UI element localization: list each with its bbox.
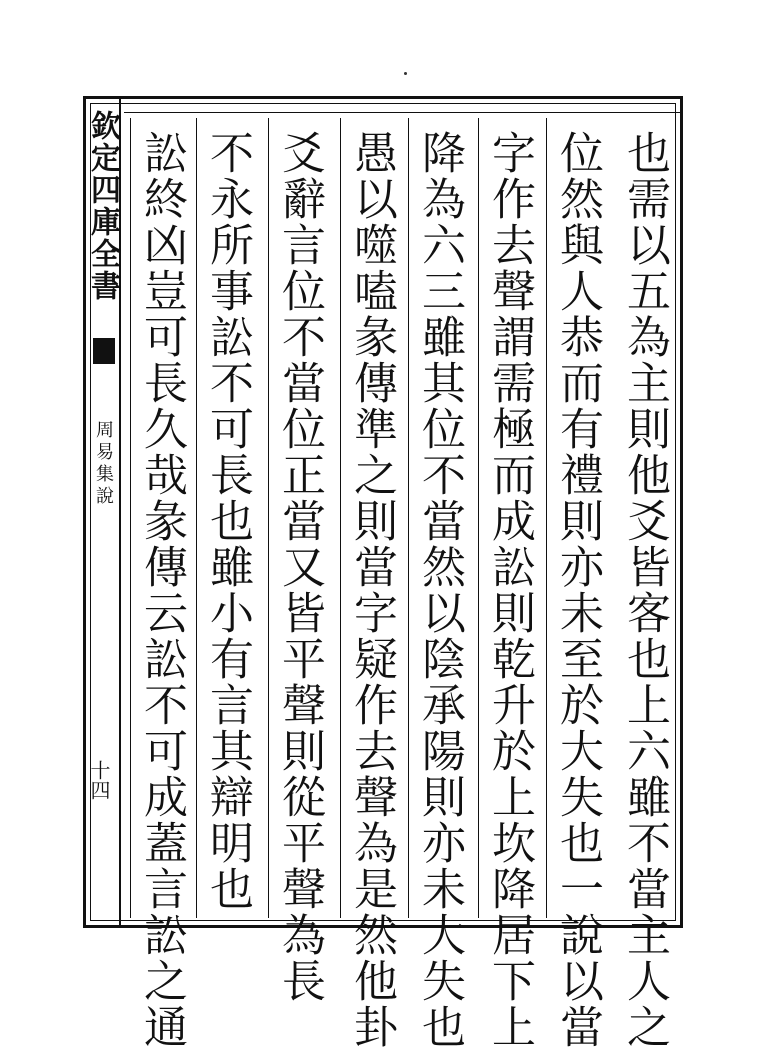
- column-text: 不永所事訟不可長也雖小有言其辯明也: [202, 130, 253, 912]
- column-text: 字作去聲謂需極而成訟則乾升於上坎降居下上: [484, 130, 535, 1050]
- column-text: 降為六三雖其位不當然以陰承陽則亦未大失也: [414, 130, 465, 1050]
- text-column-5: [340, 118, 398, 1050]
- book-title: 欽定四庫全書: [85, 110, 120, 302]
- column-text: 愚以噬嗑彖傳準之則當字疑作去聲為是然他卦: [346, 130, 397, 1050]
- paper-speck: [404, 72, 407, 75]
- page-number: 十四: [87, 760, 111, 800]
- text-column-6: [268, 118, 326, 1004]
- column-text: 訟終凶豈可長久哉彖傳云訟不可成蓋言訟之通: [136, 130, 187, 1050]
- text-column-7: [196, 118, 254, 918]
- text-column-4: [408, 118, 466, 1050]
- column-text: 也需以五為主則他爻皆客也上六雖不當主人之: [619, 130, 670, 1050]
- column-text: 位然與人恭而有禮則亦未至於大失也一說以當: [552, 130, 603, 1050]
- section-title: 周易集說: [93, 420, 114, 508]
- text-column-2: [546, 118, 604, 1050]
- top-rule: [124, 112, 680, 113]
- fish-tail-mark: [93, 338, 115, 364]
- text-column-8: [130, 118, 188, 1050]
- column-text: 爻辭言位不當位正當又皆平聲則從平聲為長: [274, 130, 325, 1004]
- text-column-1: [614, 118, 672, 1050]
- text-column-3: [478, 118, 536, 1050]
